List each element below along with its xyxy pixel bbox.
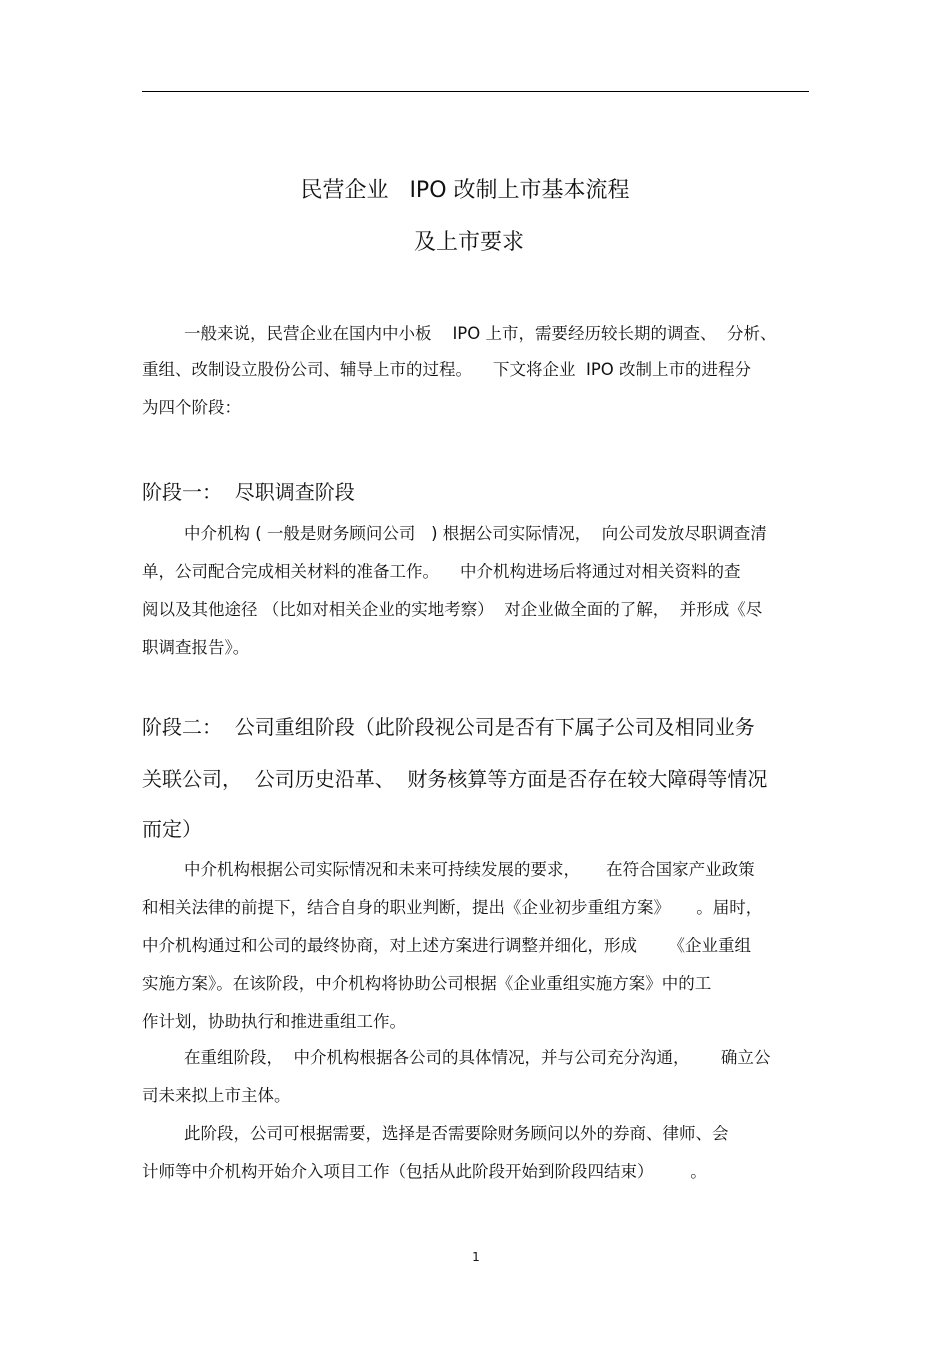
- stage2-para1-line-3: 中介机构通过和公司的最终协商，对上述方案进行调整并细化，形成 《企业重组: [142, 936, 751, 955]
- stage2-para2-line-1: 在重组阶段， 中介机构根据各公司的具体情况，并与公司充分沟通， 确立公: [142, 1048, 771, 1067]
- document-title-line-2: 及上市要求: [413, 230, 524, 255]
- stage2-para1-line-5: 作计划，协助执行和推进重组工作。: [142, 1012, 406, 1031]
- intro-line-1: 一般来说，民营企业在国内中小板 IPO 上市，需要经历较长期的调查、 分析、: [142, 324, 777, 343]
- intro-line-2: 重组、改制设立股份公司、辅导上市的过程。 下文将企业 IPO 改制上市的进程分: [142, 360, 752, 379]
- intro-line-3: 为四个阶段：: [142, 398, 241, 417]
- page-number: 1: [472, 1250, 480, 1264]
- header-rule: [142, 91, 809, 92]
- stage2-heading-line-2: 关联公司， 公司历史沿革、 财务核算等方面是否存在较大障碍等情况: [142, 767, 768, 791]
- stage1-heading: 阶段一： 尽职调查阶段: [142, 480, 355, 504]
- stage2-para1-line-4: 实施方案》。在该阶段，中介机构将协助公司根据《企业重组实施方案》中的工: [142, 974, 712, 993]
- stage2-para3-line-2: 计师等中介机构开始介入项目工作（包括从此阶段开始到阶段四结束） 。: [142, 1162, 707, 1181]
- stage2-para1-line-1: 中介机构根据公司实际情况和未来可持续发展的要求， 在符合国家产业政策: [142, 860, 755, 879]
- document-title-line-1: 民营企业 IPO 改制上市基本流程: [300, 178, 630, 203]
- stage2-heading-line-1: 阶段二： 公司重组阶段（此阶段视公司是否有下属子公司及相同业务: [142, 715, 755, 739]
- stage2-para1-line-2: 和相关法律的前提下，结合自身的职业判断，提出《企业初步重组方案》 。届时，: [142, 898, 763, 917]
- stage1-line-1: 中介机构 ( 一般是财务顾问公司 ) 根据公司实际情况， 向公司发放尽职调查清: [142, 524, 767, 543]
- stage2-para3-line-1: 此阶段，公司可根据需要，选择是否需要除财务顾问以外的券商、律师、会: [142, 1124, 729, 1143]
- stage1-line-4: 职调查报告》。: [142, 638, 250, 657]
- stage1-line-3: 阅以及其他途径 （比如对相关企业的实地考察） 对企业做全面的了解， 并形成《尽: [142, 600, 763, 619]
- stage1-line-2: 单，公司配合完成相关材料的准备工作。 中介机构进场后将通过对相关资料的查: [142, 562, 741, 581]
- stage2-heading-line-3: 而定）: [142, 817, 202, 841]
- stage2-para2-line-2: 司未来拟上市主体。: [142, 1086, 291, 1105]
